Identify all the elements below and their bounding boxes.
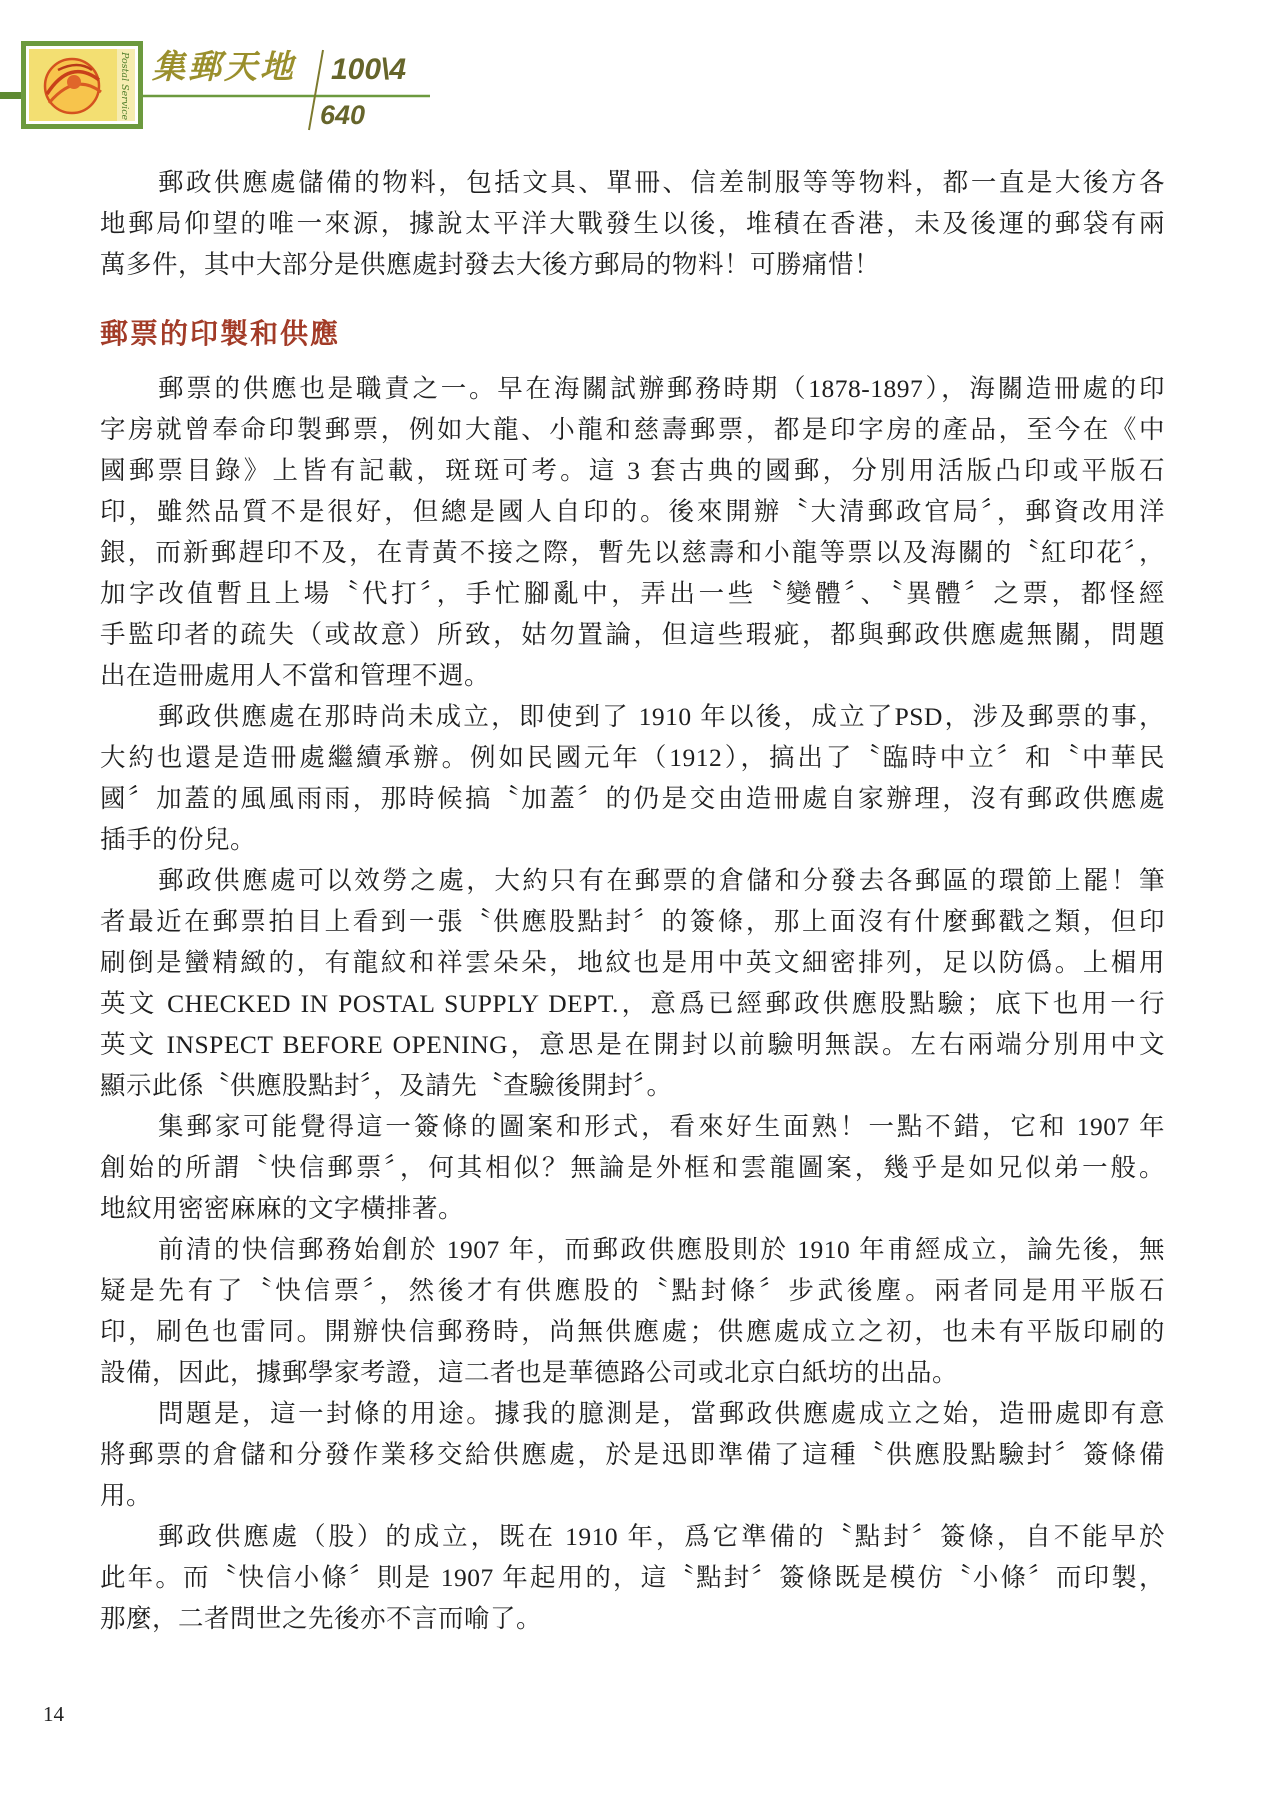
text-line: 出在造冊處用人不當和管理不週。 — [100, 661, 491, 690]
issue-number: 640 — [320, 100, 366, 130]
text-line: 集郵家可能覺得這一簽條的圖案和形式，看來好生面熟！一點不錯，它和 1907 年 — [158, 1112, 1165, 1141]
text-line: 郵票的供應也是職責之一。早在海關試辦郵務時期（1878-1897），海關造冊處的印 — [158, 374, 1165, 403]
text-line: 顯示此係〝供應股點封〞，及請先〝查驗後開封〞。 — [100, 1071, 673, 1100]
text-line: 那麼，二者問世之先後亦不言而喻了。 — [100, 1604, 543, 1633]
text-line: 萬多件，其中大部分是供應處封發去大後方郵局的物料！可勝痛惜！ — [100, 250, 881, 279]
section-heading: 郵票的印製和供應 — [100, 318, 341, 349]
text-line: 印，雖然品質不是很好，但總是國人自印的。後來開辦〝大清郵政官局〞，郵資改用洋 — [100, 497, 1165, 526]
text-line: 問題是，這一封條的用途。據我的臆測是，當郵政供應處成立之始，造冊處即有意 — [158, 1399, 1165, 1428]
text-line: 英文 INSPECT BEFORE OPENING，意思是在開封以前驗明無誤。左右兩端分別用中文 — [100, 1030, 1165, 1059]
header-rule-left — [0, 92, 24, 99]
text-line: 英文 CHECKED IN POSTAL SUPPLY DEPT.，意爲已經郵政供應股點驗；底下也用一行 — [100, 989, 1165, 1018]
text-line: 加字改值暫且上場〝代打〞，手忙腳亂中，弄出一些〝變體〞、〝異體〞之票，都怪經 — [100, 579, 1165, 608]
text-line: 地郵局仰望的唯一來源，據說太平洋大戰發生以後，堆積在香港，未及後運的郵袋有兩 — [100, 209, 1165, 238]
text-line: 此年。而〝快信小條〞則是 1907 年起用的，這〝點封〞簽條既是模仿〝小條〞而印製， — [100, 1563, 1165, 1592]
paragraph — [100, 1393, 1165, 1516]
paragraph — [100, 860, 1165, 1106]
text-line: 郵政供應處儲備的物料，包括文具、單冊、信差制服等等物料，都一直是大後方各 — [158, 168, 1165, 197]
logo-lettering: Postal Service — [119, 52, 130, 121]
text-line: 刷倒是蠻精緻的，有龍紋和祥雲朵朵，地紋也是用中英文細密排列，足以防僞。上楣用 — [100, 948, 1165, 977]
text-line: 將郵票的倉儲和分發作業移交給供應處，於是迅即準備了這種〝供應股點驗封〞簽條備 — [100, 1440, 1165, 1469]
paragraph — [100, 1229, 1165, 1393]
text-line: 地紋用密密麻麻的文字橫排著。 — [100, 1194, 465, 1223]
text-line: 郵政供應處（股）的成立，既在 1910 年，爲它準備的〝點封〞簽條，自不能早於 — [158, 1522, 1165, 1551]
text-line: 用。 — [100, 1481, 153, 1510]
page-number: 14 — [43, 1702, 64, 1726]
text-line: 大約也還是造冊處繼續承辦。例如民國元年（1912），搞出了〝臨時中立〞和〝中華民 — [100, 743, 1165, 772]
text-line: 前清的快信郵務始創於 1907 年，而郵政供應股則於 1910 年甫經成立，論先後，無 — [158, 1235, 1165, 1264]
text-line: 疑是先有了〝快信票〞，然後才有供應股的〝點封條〞步武後塵。兩者同是用平版石 — [100, 1276, 1165, 1305]
text-line: 創始的所謂〝快信郵票〞，何其相似？無論是外框和雲龍圖案，幾乎是如兄似弟一般。 — [100, 1153, 1165, 1182]
text-line: 郵政供應處在那時尚未成立，即使到了 1910 年以後，成立了PSD，涉及郵票的事， — [158, 702, 1165, 731]
text-line: 國〞加蓋的風風雨雨，那時候搞〝加蓋〞的仍是交由造冊處自家辦理，沒有郵政供應處 — [100, 784, 1165, 813]
text-line: 銀，而新郵趕印不及，在青黃不接之際，暫先以慈壽和小龍等票以及海關的〝紅印花〞， — [100, 538, 1165, 567]
text-line: 印，刷色也雷同。開辦快信郵務時，尚無供應處；供應處成立之初，也未有平版印刷的 — [100, 1317, 1165, 1346]
paragraph — [100, 1106, 1165, 1229]
text-line: 者最近在郵票拍目上看到一張〝供應股點封〞的簽條，那上面沒有什麼郵戳之類，但印 — [100, 907, 1165, 936]
paragraph — [100, 1516, 1165, 1639]
article-body — [100, 162, 1165, 1639]
text-line: 插手的份兒。 — [100, 825, 257, 854]
postal-stamp-logo — [21, 41, 143, 129]
text-line: 國郵票目錄》上皆有記載，斑斑可考。這 3 套古典的國郵，分別用活版凸印或平版石 — [100, 456, 1165, 485]
text-line: 郵政供應處可以效勞之處，大約只有在郵票的倉儲和分發去各郵區的環節上罷！筆 — [158, 866, 1165, 895]
issue-volume: 100\4 — [331, 53, 407, 86]
text-line: 手監印者的疏失（或故意）所致，姑勿置論，但這些瑕疵，都與郵政供應處無關，問題 — [100, 620, 1165, 649]
paragraph — [100, 162, 1165, 285]
text-line: 字房就曾奉命印製郵票，例如大龍、小龍和慈壽郵票，都是印字房的產品，至今在《中 — [100, 415, 1165, 444]
text-line: 設備，因此，據郵學家考證，這二者也是華德路公司或北京白紙坊的出品。 — [100, 1358, 959, 1387]
magazine-title: 集郵天地 — [152, 47, 296, 86]
paragraph — [100, 368, 1165, 696]
paragraph — [100, 696, 1165, 860]
